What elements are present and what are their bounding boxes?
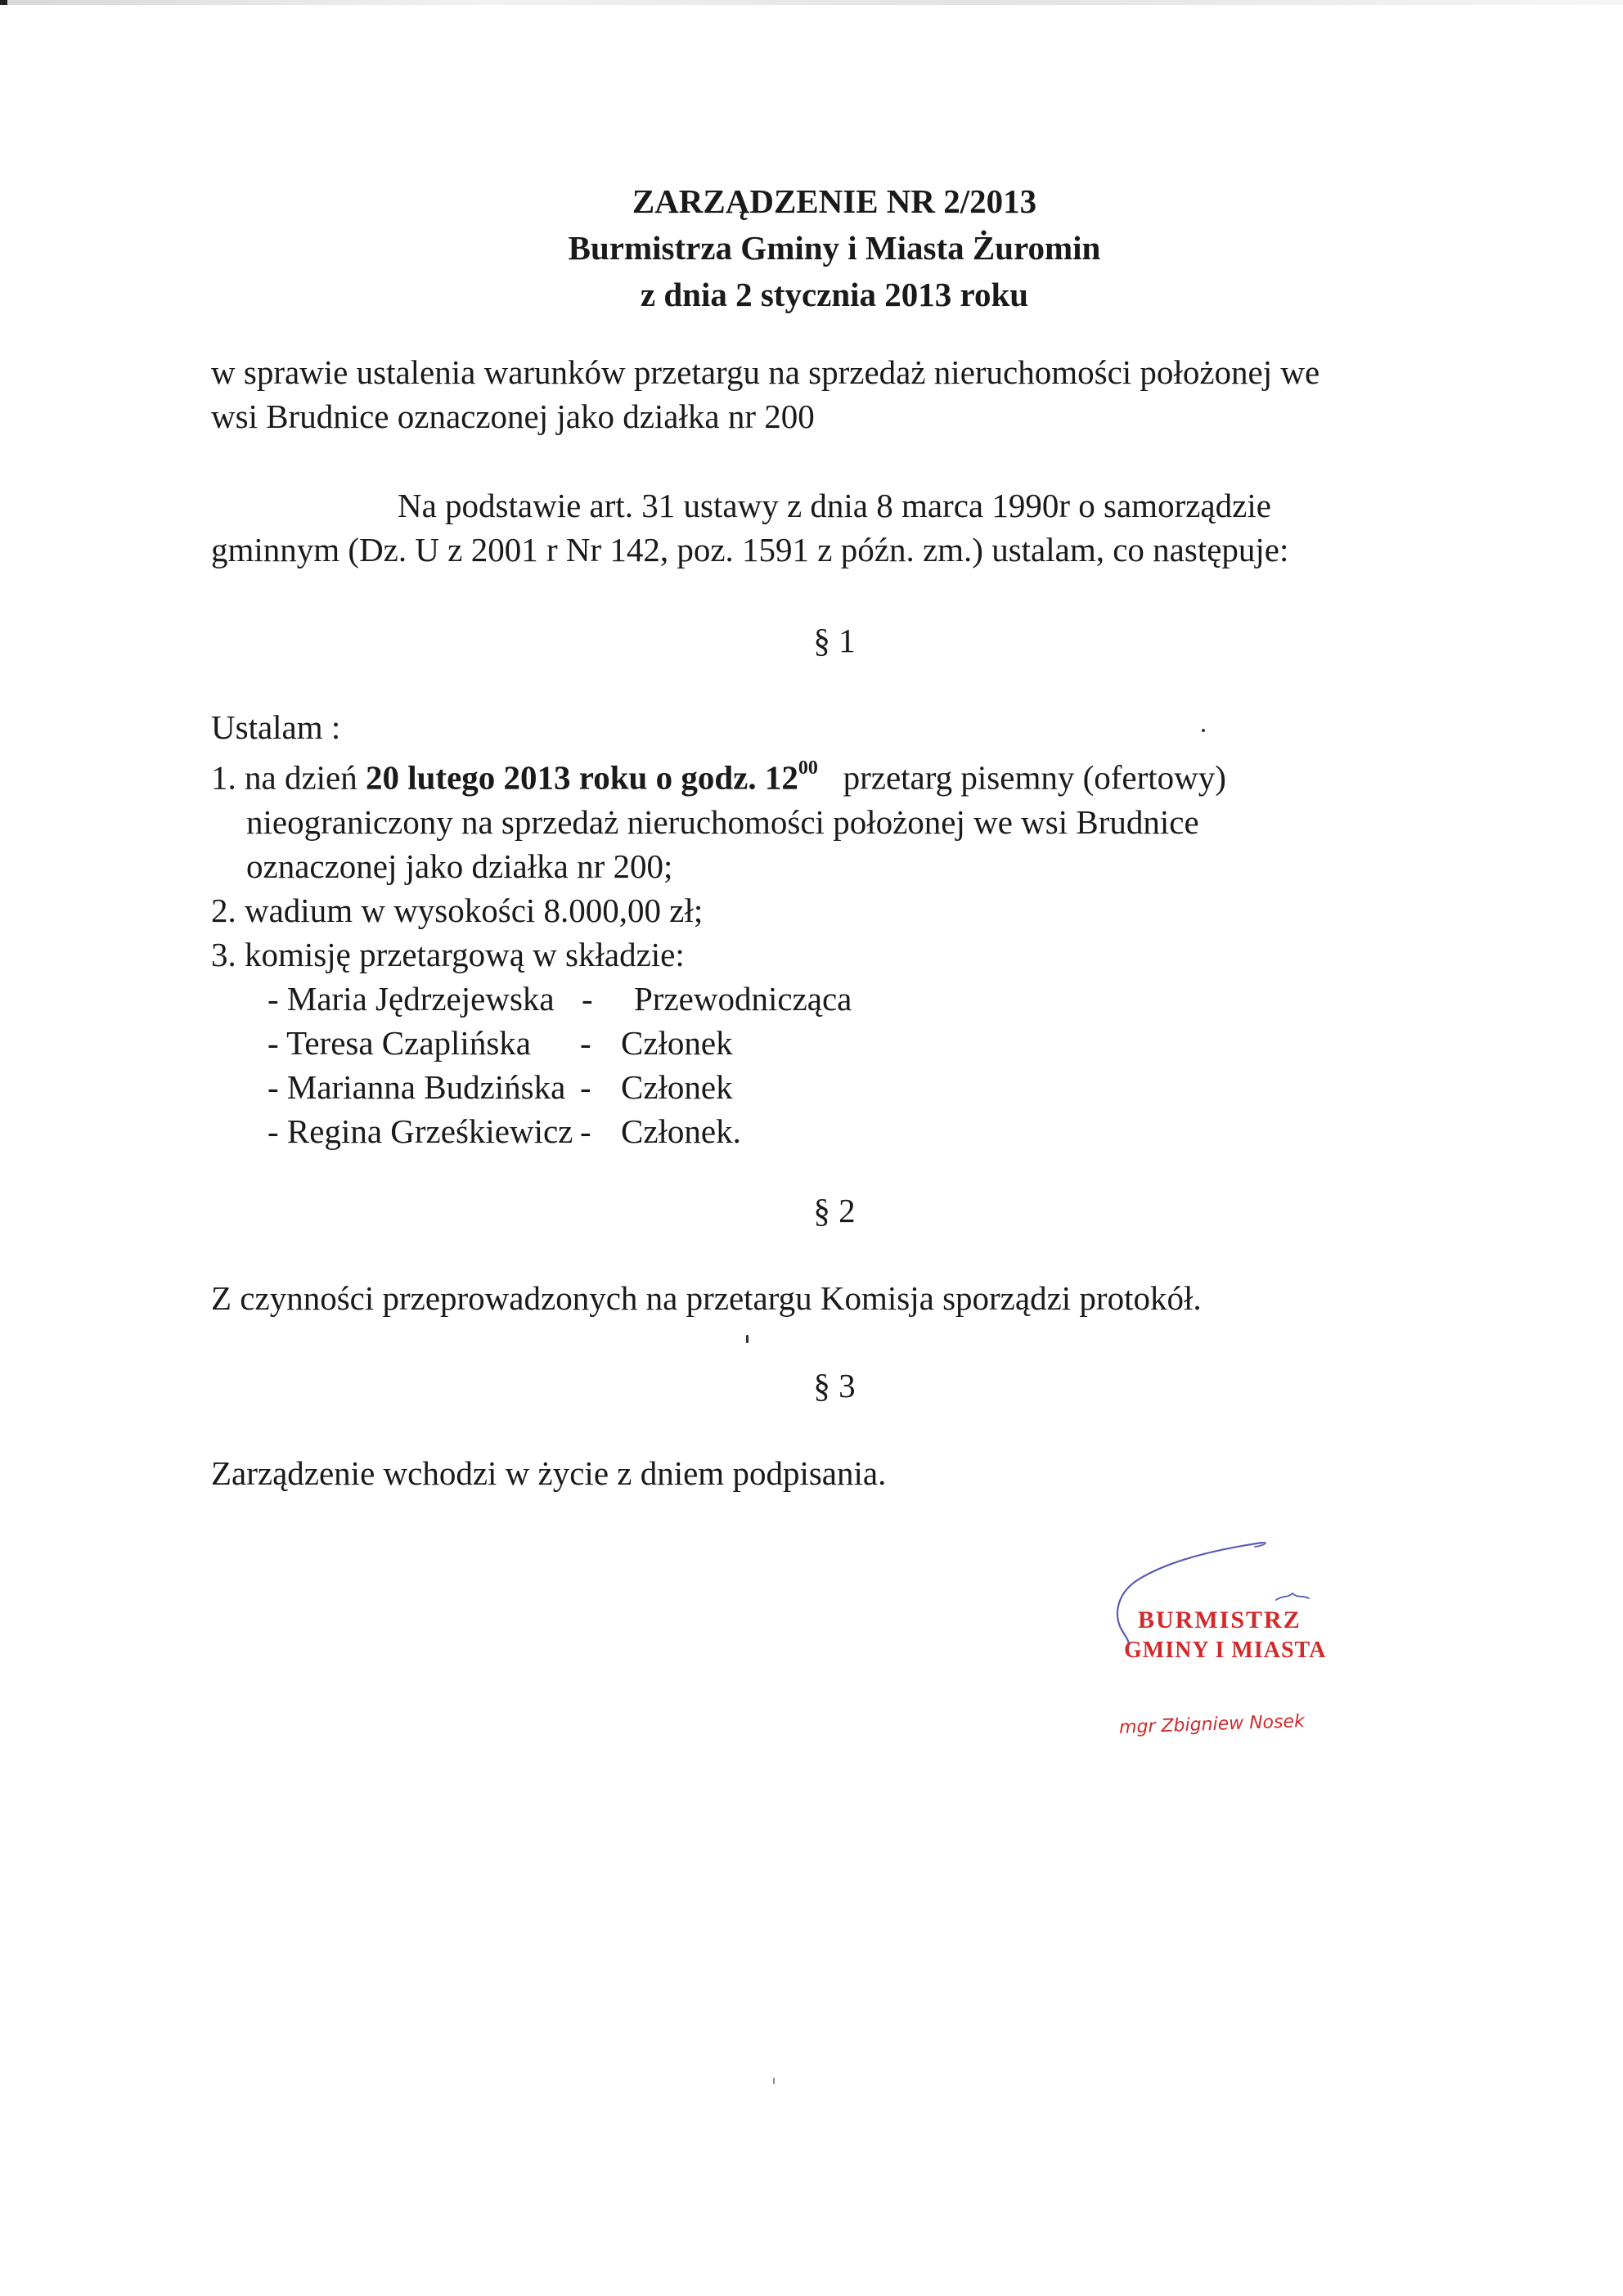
ordinance-date: z dnia 2 stycznia 2013 roku <box>640 276 1029 313</box>
committee-member <box>211 977 1463 1021</box>
member-separator: - <box>580 1023 591 1062</box>
item-1-time-minutes: 00 <box>798 757 818 779</box>
ordinance-number: ZARZĄDZENIE NR 2/2013 <box>632 182 1037 220</box>
scan-speck <box>773 2078 775 2084</box>
paragraph-2-heading: § 2 <box>813 1192 856 1229</box>
member-name: - Marianna Budzińska <box>268 1067 566 1106</box>
legal-basis-line-1: Na podstawie art. 31 ustawy z dnia 8 marca 1990r o samorządzie <box>398 487 1271 524</box>
section-1-intro: Ustalam : <box>211 708 341 746</box>
section-1-item-3: 3. komisję przetargową w składzie: <box>211 935 685 973</box>
section-1-item-1 <box>211 749 1463 800</box>
member-name: - Maria Jędrzejewska <box>268 979 555 1018</box>
section-1-item-1-line-3: oznaczonej jako działka nr 200; <box>246 847 673 885</box>
subject-block <box>211 350 1463 438</box>
member-role: Członek <box>621 1023 733 1062</box>
section-1-item-2: 2. wadium w wysokości 8.000,00 zł; <box>211 891 704 929</box>
document-header <box>0 178 1623 318</box>
subject-line-1: w sprawie ustalenia warunków przetargu na sprzedaż nieruchomości położonej we <box>211 353 1320 391</box>
section-3-text: Zarządzenie wchodzi w życie z dniem podpisania. <box>211 1454 887 1492</box>
committee-member <box>211 1021 1463 1065</box>
section-1-body <box>211 705 1463 1153</box>
member-separator: - <box>580 1067 591 1106</box>
stamp-line-1: BURMISTRZ <box>1138 1606 1302 1633</box>
ordinance-issuer: Burmistrza Gminy i Miasta Żuromin <box>568 229 1101 267</box>
member-separator: - <box>582 979 593 1018</box>
mayor-signature-stamp <box>1095 1539 1389 1752</box>
item-1-date-time: 20 lutego 2013 roku o godz. 12 <box>365 758 798 797</box>
section-1-item-1-line-2: nieograniczony na sprzedaż nieruchomości położonej we wsi Brudnice <box>246 802 1199 841</box>
member-name: - Teresa Czaplińska <box>268 1023 531 1062</box>
stamp-line-2: GMINY I MIASTA <box>1124 1638 1327 1663</box>
item-1-rest: przetarg pisemny (ofertowy) <box>817 758 1226 797</box>
stamp-line-3: mgr Zbigniew Nosek <box>1118 1711 1306 1738</box>
member-separator: - <box>580 1112 591 1150</box>
paragraph-1-heading: § 1 <box>813 622 856 659</box>
member-role: Członek <box>621 1067 733 1106</box>
paragraph-3-heading: § 3 <box>813 1367 856 1404</box>
member-role: Przewodnicząca <box>634 979 852 1018</box>
legal-basis-block <box>211 483 1463 572</box>
member-role: Członek. <box>621 1112 741 1150</box>
scan-speck <box>1202 729 1205 732</box>
section-2-text: Z czynności przeprowadzonych na przetargu Komisja sporządzi protokół. <box>211 1279 1202 1317</box>
item-1-prefix: 1. na dzień <box>211 758 366 797</box>
committee-member <box>211 1109 1463 1153</box>
member-name: - Regina Grześkiewicz <box>268 1112 573 1150</box>
legal-basis-line-2: gminnym (Dz. U z 2001 r Nr 142, poz. 1591 z późn. zm.) ustalam, co następuje: <box>211 531 1289 568</box>
committee-member <box>211 1065 1463 1109</box>
scan-speck <box>746 1335 749 1343</box>
subject-line-2: wsi Brudnice oznaczonej jako działka nr 200 <box>211 398 815 435</box>
